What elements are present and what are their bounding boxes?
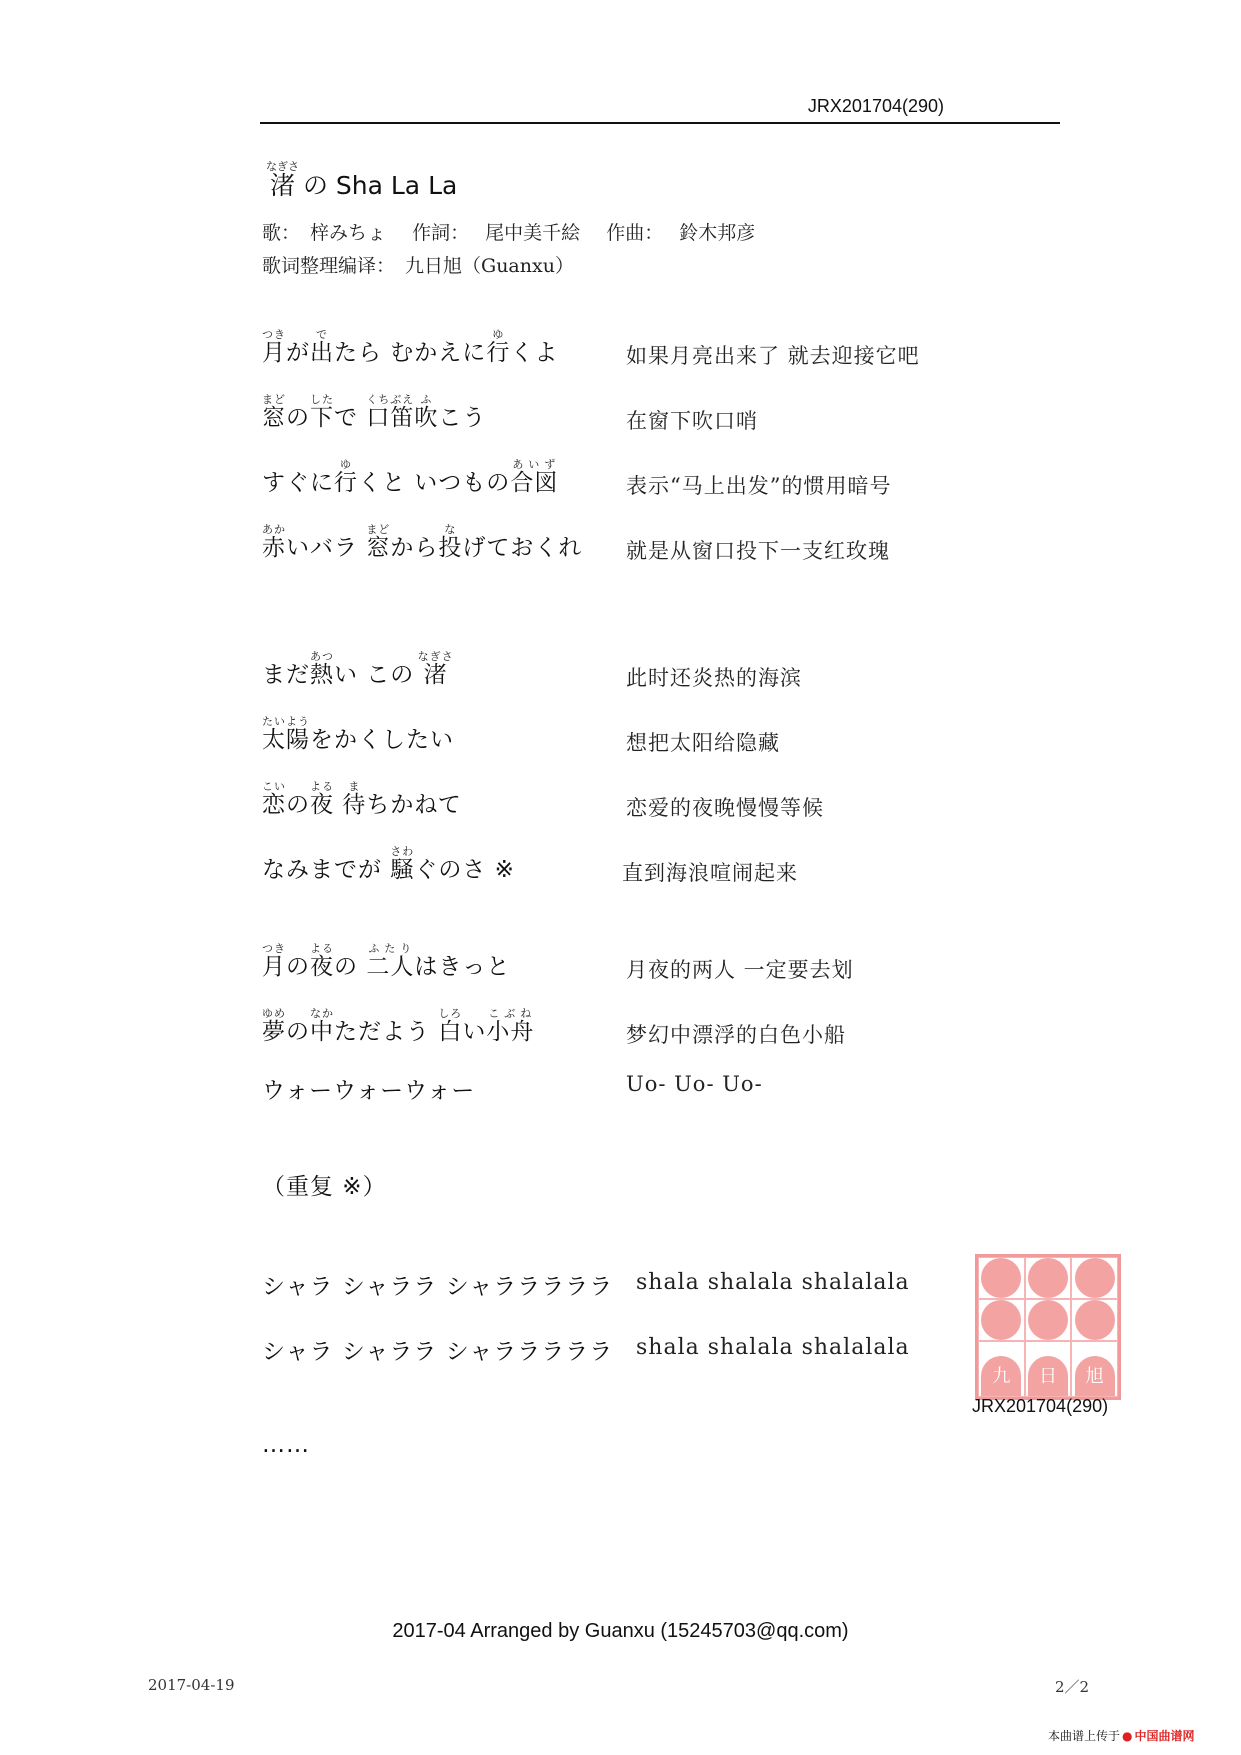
translation-line: 在窗下吹口哨 — [626, 409, 758, 433]
translation-line: 表示“马上出发”的惯用暗号 — [626, 474, 892, 498]
lyric-line: ウォーウォーウォー — [262, 1078, 476, 1104]
footer-credit: 2017-04 Arranged by Guanxu (15245703@qq.com) — [392, 1620, 849, 1642]
ruby-word: 太陽たいよう — [262, 715, 310, 753]
ruby-word: 渚なぎさ — [417, 650, 454, 688]
lyric-line: なみまでが 騒さわぐのさ ※ — [262, 845, 515, 883]
ruby-word: 窓まど — [366, 523, 391, 561]
ruby-word: 窓まど — [262, 393, 286, 431]
translation-line: 想把太阳给隐藏 — [626, 731, 780, 755]
composer: 作曲： 鈴木邦彦 — [606, 222, 756, 244]
lyric-line: 夢ゆめの中なかただよう 白しろい小舟こぶね — [262, 1007, 535, 1045]
lyric-line: 赤あかいバラ 窓まどから投なげておくれ — [262, 523, 583, 561]
page-number: 2／2 — [1055, 1678, 1090, 1696]
site-logo-icon: ● — [1122, 1729, 1133, 1743]
ruby-word: 行ゆ — [486, 328, 511, 366]
ruby-word: 夢ゆめ — [262, 1007, 286, 1045]
ruby-word: 騒さわ — [390, 845, 415, 883]
ruby-word: 恋こい — [262, 780, 286, 818]
ruby-word: 二人ふたり — [366, 942, 415, 980]
translation-line: 如果月亮出来了 就去迎接它吧 — [626, 344, 920, 368]
ruby-word: 小舟こぶね — [486, 1007, 535, 1045]
ruby-word: 熱あつ — [310, 650, 334, 688]
singer: 歌： 梓みちょ — [262, 222, 387, 244]
chorus-romaji: shala shalala shalalala — [636, 1270, 910, 1295]
ruby-word: 下した — [310, 393, 334, 431]
translation-line: 梦幻中漂浮的白色小船 — [626, 1023, 846, 1047]
translation-line: 就是从窗口投下一支红玫瑰 — [626, 539, 890, 563]
footer-date: 2017-04-19 — [148, 1676, 235, 1694]
upload-notice: 本曲谱上传于 ● 中国曲谱网 — [1048, 1729, 1195, 1743]
stamp-code: JRX201704(290) — [972, 1396, 1109, 1416]
lyric-line: まだ熱あつい この 渚なぎさ — [262, 650, 454, 688]
song-title — [266, 160, 457, 202]
arranger-line: 歌词整理编译： 九日旭（Guanxu） — [262, 255, 574, 277]
ruby-word: 中なか — [310, 1007, 334, 1045]
ruby-word: 夜よる — [310, 780, 334, 818]
ruby-word: 白しろ — [438, 1007, 463, 1045]
translation-line: Uo- Uo- Uo- — [626, 1072, 763, 1096]
ruby-word: 投な — [438, 523, 463, 561]
lyricist: 作詞： 尾中美千絵 — [412, 222, 581, 244]
ruby-word: 口笛くちぶえ — [366, 393, 415, 431]
ruby-word: 夜よる — [310, 942, 334, 980]
header-rule — [260, 122, 1060, 124]
translation-line: 恋爱的夜晚慢慢等候 — [626, 796, 824, 820]
translation-line: 月夜的两人 一定要去划 — [626, 958, 854, 982]
chorus-line: シャラ シャララ シャラララララ — [262, 1339, 614, 1365]
seal-stamp: 九 日 旭 — [975, 1254, 1121, 1400]
chorus-line: シャラ シャララ シャラララララ — [262, 1274, 614, 1300]
translation-line: 此时还炎热的海滨 — [626, 666, 802, 690]
ruby-word: 出で — [310, 328, 334, 366]
lyric-line: 太陽たいようをかくしたい — [262, 715, 454, 753]
repeat-marker: （重复 ※） — [262, 1174, 387, 1200]
lyric-line: 恋こいの夜よる 待まちかねて — [262, 780, 462, 818]
ellipsis: …… — [262, 1432, 310, 1458]
ruby-word: 月つき — [262, 328, 286, 366]
title-ruby: 渚なぎさ — [266, 160, 299, 200]
document-code: JRX201704(290) — [807, 96, 944, 116]
ruby-word: 行ゆ — [334, 458, 358, 496]
ruby-word: 吹ふ — [414, 393, 439, 431]
lyric-line: 月つきが出でたら むかえに行ゆくよ — [262, 328, 559, 366]
lyric-line: 窓まどの下したで 口笛くちぶえ吹ふこう — [262, 393, 487, 431]
lyric-line: すぐに行ゆくと いつもの合図あいず — [262, 458, 559, 496]
title-rest: の Sha La La — [295, 171, 458, 200]
chorus-romaji: shala shalala shalalala — [636, 1335, 910, 1360]
lyric-line: 月つきの夜よるの 二人ふたりはきっと — [262, 942, 511, 980]
ruby-word: 待ま — [342, 780, 367, 818]
ruby-word: 赤あか — [262, 523, 286, 561]
ruby-word: 合図あいず — [510, 458, 559, 496]
credits-line — [262, 218, 775, 245]
ruby-word: 月つき — [262, 942, 286, 980]
translation-line: 直到海浪喧闹起来 — [622, 861, 798, 885]
